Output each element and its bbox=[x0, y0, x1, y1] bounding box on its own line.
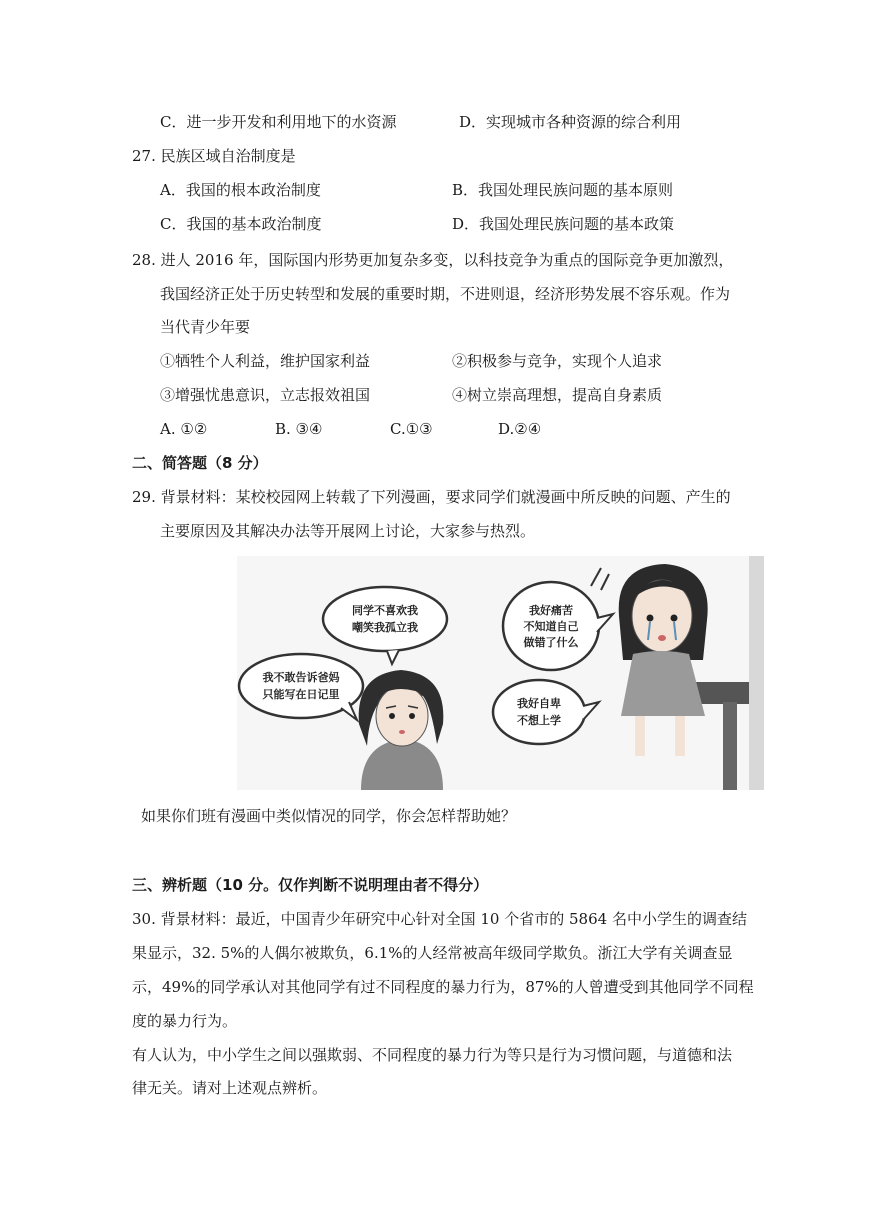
bubble-4-line1: 我好自卑 bbox=[517, 697, 561, 710]
q30-line6: 律无关。请对上述观点辨析。 bbox=[132, 1079, 328, 1097]
q28-stem-line1: 28. 进人 2016 年，国际国内形势更加复杂多变，以科技竞争为重点的国际竞争更加激烈， bbox=[132, 251, 734, 269]
q28-option-b: B. ③④ bbox=[275, 420, 323, 438]
q28-option-a: A. ①② bbox=[160, 420, 208, 438]
bubble-1-line1: 同学不喜欢我 bbox=[352, 604, 418, 617]
q30-line2: 果显示，32. 5%的人偶尔被欺负，6.1%的人经常被高年级同学欺负。浙江大学有关调查显 bbox=[132, 944, 733, 962]
bubble-3-line2: 不知道自己 bbox=[523, 620, 579, 633]
q26-option-c: C．进一步开发和利用地下的水资源 bbox=[160, 113, 397, 131]
q28-stem-line3: 当代青少年要 bbox=[160, 318, 251, 336]
q28-item-2: ②积极参与竞争，实现个人追求 bbox=[452, 352, 663, 370]
bubble-2-line1: 我不敢告诉爸妈 bbox=[262, 671, 340, 684]
desk-leg bbox=[723, 702, 737, 790]
q28-option-c: C.①③ bbox=[390, 420, 433, 438]
q29-stem-line1: 29. 背景材料：某校校园网上转载了下列漫画，要求同学们就漫画中所反映的问题、产生的 bbox=[132, 488, 731, 506]
q28-item-1: ①牺牲个人利益，维护国家利益 bbox=[160, 352, 371, 370]
section3-heading: 三、辨析题（10 分。仅作判断不说明理由者不得分） bbox=[132, 876, 489, 894]
q30-line5: 有人认为，中小学生之间以强欺弱、不同程度的暴力行为等只是行为习惯问题，与道德和法 bbox=[132, 1046, 733, 1064]
q27-option-d: D．我国处理民族问题的基本政策 bbox=[452, 215, 675, 233]
q28-option-d: D.②④ bbox=[498, 420, 542, 438]
q27-option-a: A．我国的根本政治制度 bbox=[160, 181, 321, 199]
bubble-2-line2: 只能写在日记里 bbox=[262, 688, 340, 701]
q28-item-3: ③增强忧患意识，立志报效祖国 bbox=[160, 386, 371, 404]
q30-line4: 度的暴力行为。 bbox=[132, 1012, 238, 1030]
q29-stem-line2: 主要原因及其解决办法等开展网上讨论，大家参与热烈。 bbox=[160, 522, 536, 540]
q29-question: 如果你们班有漫画中类似情况的同学，你会怎样帮助她？ bbox=[141, 807, 517, 825]
q30-line1: 30. 背景材料：最近，中国青少年研究中心针对全国 10 个省市的 5864 名中小学生的调查结 bbox=[132, 910, 747, 928]
bubble-4-line2: 不想上学 bbox=[517, 714, 561, 727]
bubble-3-line3: 做错了什么 bbox=[523, 636, 579, 649]
bullying-cartoon-image bbox=[237, 556, 764, 790]
q28-item-4: ④树立崇高理想，提高自身素质 bbox=[452, 386, 663, 404]
speech-bubble-2 bbox=[239, 654, 363, 720]
bubble-1-line2: 嘲笑我孤立我 bbox=[352, 621, 418, 634]
q26-option-d: D．实现城市各种资源的综合利用 bbox=[459, 113, 682, 131]
q30-line3: 示，49%的同学承认对其他同学有过不同程度的暴力行为，87%的人曾遭受到其他同学不同程 bbox=[132, 978, 754, 996]
q27-option-c: C．我国的基本政治制度 bbox=[160, 215, 322, 233]
section2-heading: 二、简答题（8 分） bbox=[132, 454, 268, 472]
q28-stem-line2: 我国经济正处于历史转型和发展的重要时期，不进则退，经济形势发展不容乐观。作为 bbox=[160, 285, 731, 303]
q27-option-b: B．我国处理民族问题的基本原则 bbox=[452, 181, 674, 199]
bubble-3-line1: 我好痛苦 bbox=[529, 604, 573, 617]
q27-stem: 27. 民族区域自治制度是 bbox=[132, 147, 296, 165]
